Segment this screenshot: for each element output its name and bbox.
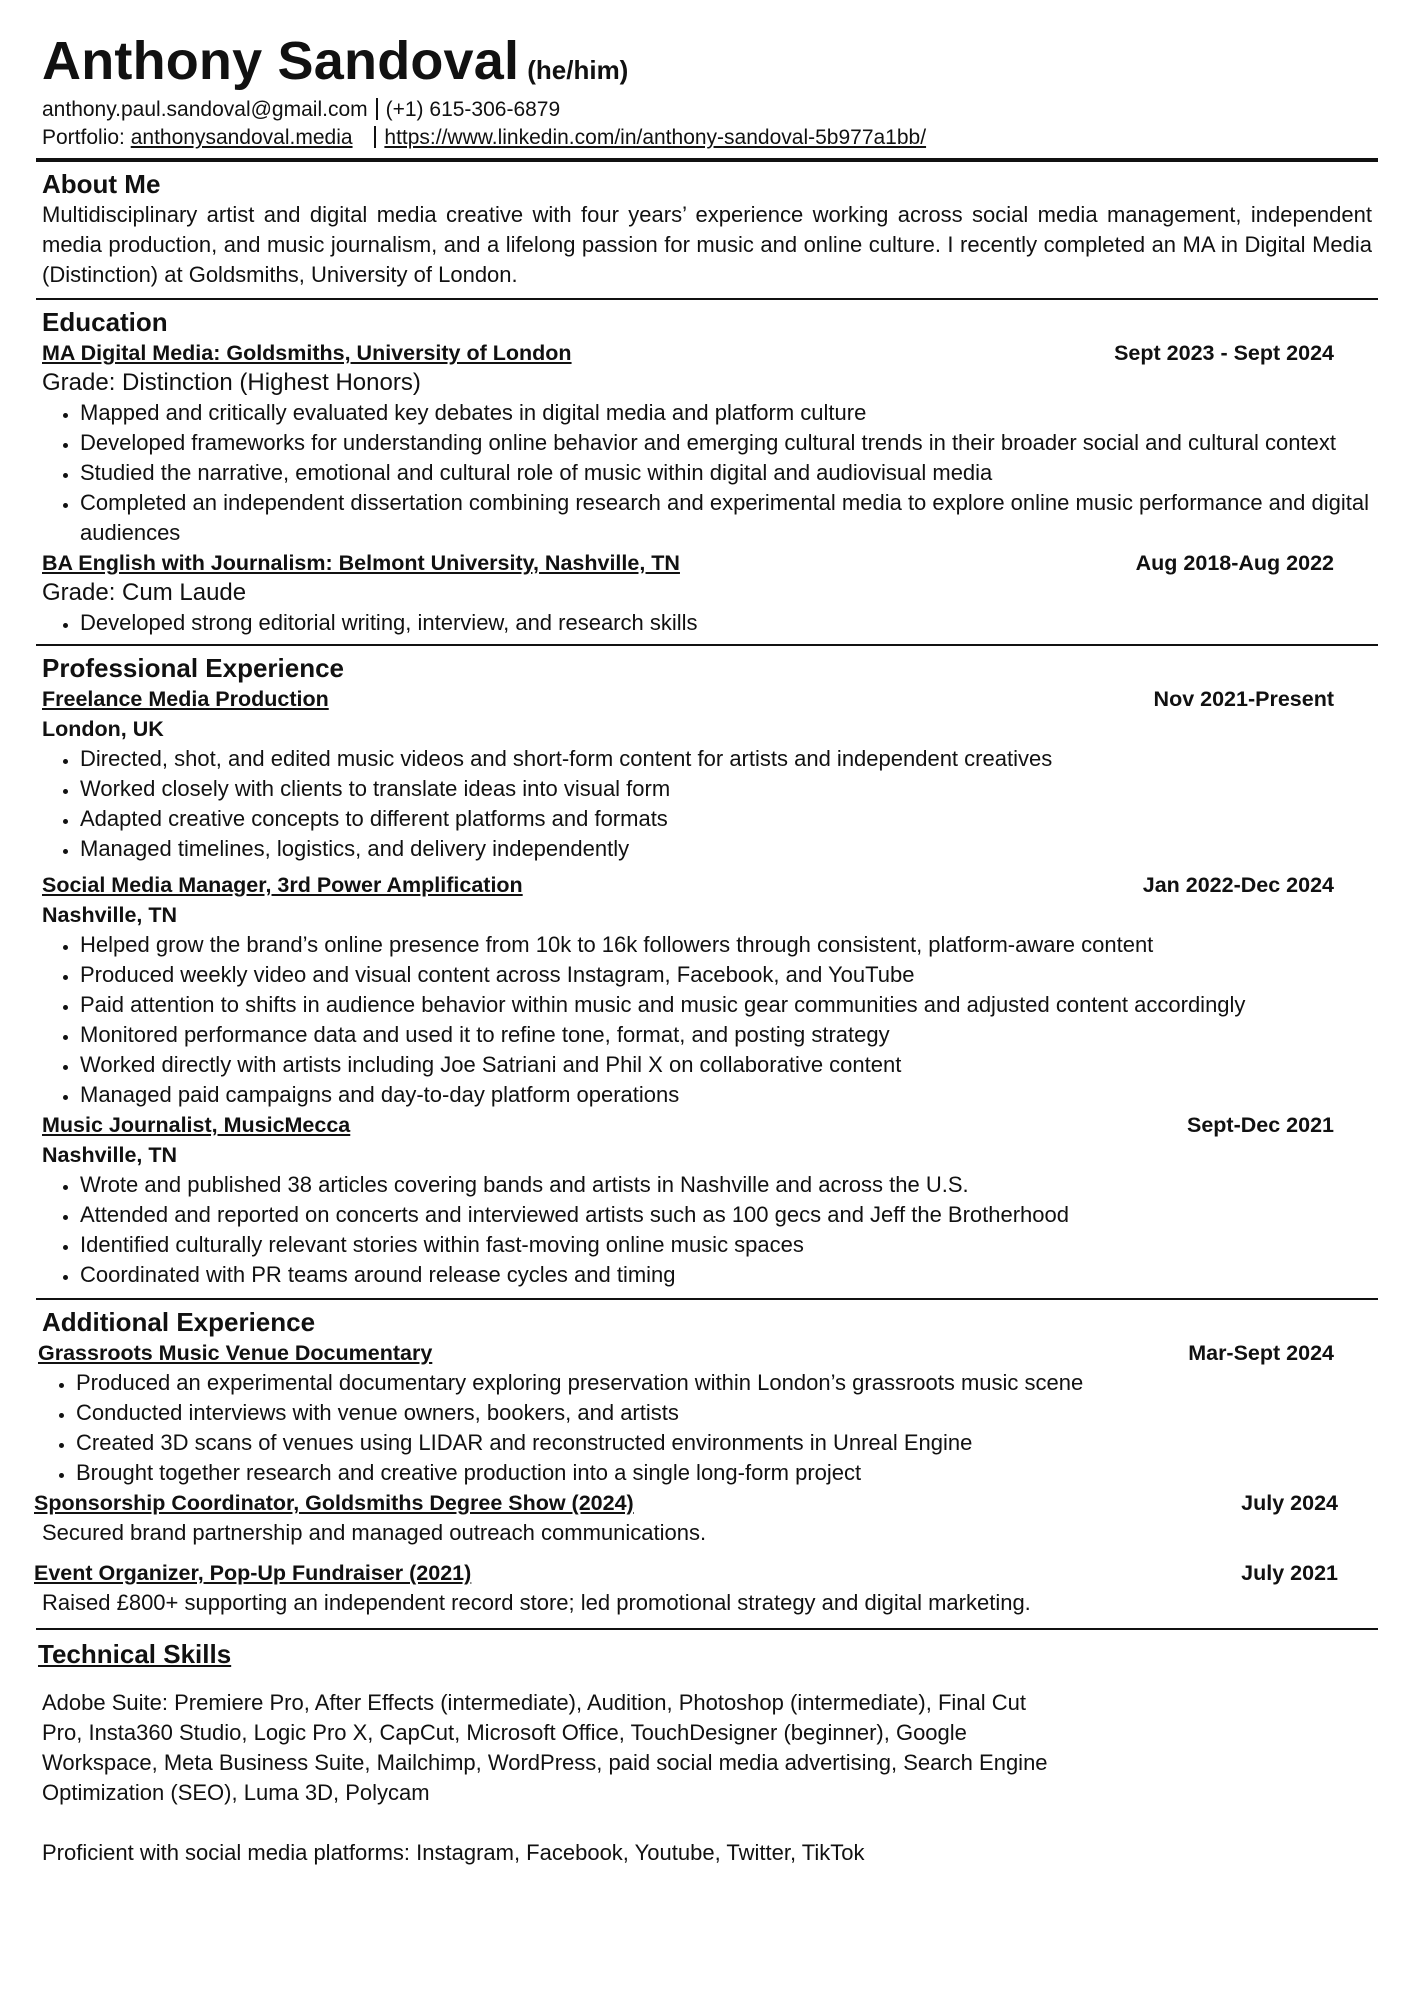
list-item: • Completed an independent dissertation combining research and experimental media to explore online music performance and digital audiences xyxy=(80,488,1372,548)
entry-title: Sponsorship Coordinator, Goldsmiths Degree Show (2024) xyxy=(34,1491,634,1515)
job-entry-head xyxy=(42,870,1372,900)
entry-title: BA English with Journalism: Belmont University, Nashville, TN xyxy=(42,551,680,575)
list-item: • Developed frameworks for understanding online behavior and emerging cultural trends in their broader social and cultural context xyxy=(80,428,1372,458)
bullet-list xyxy=(42,608,1372,638)
section-rule xyxy=(36,644,1378,646)
entry-description: Secured brand partnership and managed outreach communications. xyxy=(42,1520,707,1545)
entry-date: Sept 2023 - Sept 2024 xyxy=(1114,341,1334,365)
skills-platforms: Proficient with social media platforms: Instagram, Facebook, Youtube, Twitter, TikTok xyxy=(42,1840,865,1865)
bullet-list xyxy=(42,744,1372,864)
list-item: • Paid attention to shifts in audience behavior within music and music gear communities and adjusted content accordingly xyxy=(80,990,1372,1020)
entry-title: Freelance Media Production xyxy=(42,687,329,711)
list-item: • Managed timelines, logistics, and delivery independently xyxy=(80,834,1372,864)
professional-heading: Professional Experience xyxy=(42,653,345,683)
entry-date: July 2024 xyxy=(1241,1491,1338,1515)
education-heading: Education xyxy=(42,307,168,337)
entry-description: Raised £800+ supporting an independent record store; led promotional strategy and digital marketing. xyxy=(42,1590,1031,1615)
list-item: • Identified culturally relevant stories within fast-moving online music spaces xyxy=(80,1230,1372,1260)
additional-entry-head xyxy=(38,1338,1372,1368)
additional-heading: Additional Experience xyxy=(42,1307,316,1337)
list-item: • Mapped and critically evaluated key debates in digital media and platform culture xyxy=(80,398,1372,428)
entry-title: Event Organizer, Pop-Up Fundraiser (2021) xyxy=(34,1561,472,1585)
list-item: • Worked directly with artists including Joe Satriani and Phil X on collaborative content xyxy=(80,1050,1372,1080)
additional-entry-head xyxy=(34,1558,1372,1588)
job-location: Nashville, TN xyxy=(42,903,178,927)
pronouns: (he/him) xyxy=(527,55,629,85)
entry-date: July 2021 xyxy=(1241,1561,1338,1585)
entry-title: MA Digital Media: Goldsmiths, University of London xyxy=(42,341,572,365)
section-rule xyxy=(36,1298,1378,1300)
name-row xyxy=(42,0,1372,92)
portfolio-link[interactable]: anthonysandoval.media xyxy=(130,126,353,149)
section-rule xyxy=(36,1628,1378,1630)
bullet-list xyxy=(42,1368,1372,1488)
list-item: • Studied the narrative, emotional and cultural role of music within digital and audiovisual media xyxy=(80,458,1372,488)
section-rule xyxy=(36,298,1378,300)
list-item: • Attended and reported on concerts and interviewed artists such as 100 gecs and Jeff the Brotherhood xyxy=(80,1200,1372,1230)
grade: Grade: Distinction (Highest Honors) xyxy=(42,369,421,396)
email[interactable]: anthony.paul.sandoval@gmail.com xyxy=(42,98,368,121)
list-item: • Produced weekly video and visual content across Instagram, Facebook, and YouTube xyxy=(80,960,1372,990)
education-entry-head xyxy=(42,338,1372,368)
entry-title: Grassroots Music Venue Documentary xyxy=(38,1341,433,1365)
header-rule xyxy=(36,158,1378,162)
list-item: • Directed, shot, and edited music videos and short-form content for artists and independent creatives xyxy=(80,744,1372,774)
list-item: • Adapted creative concepts to different platforms and formats xyxy=(80,804,1372,834)
list-item: • Conducted interviews with venue owners, bookers, and artists xyxy=(76,1398,1372,1428)
contact-line-2 xyxy=(42,124,1372,152)
list-item: • Developed strong editorial writing, interview, and research skills xyxy=(80,608,1372,638)
divider xyxy=(374,126,376,148)
candidate-name: Anthony Sandoval xyxy=(42,31,520,91)
grade: Grade: Cum Laude xyxy=(42,579,247,606)
entry-date: Aug 2018-Aug 2022 xyxy=(1135,551,1334,575)
job-location: London, UK xyxy=(42,717,164,741)
list-item: • Wrote and published 38 articles covering bands and artists in Nashville and across the U.S. xyxy=(80,1170,1372,1200)
list-item: • Worked closely with clients to translate ideas into visual form xyxy=(80,774,1372,804)
entry-date: Sept-Dec 2021 xyxy=(1187,1113,1334,1137)
list-item: • Coordinated with PR teams around release cycles and timing xyxy=(80,1260,1372,1290)
list-item: • Managed paid campaigns and day-to-day platform operations xyxy=(80,1080,1372,1110)
about-text: Multidisciplinary artist and digital media creative with four years’ experience working across social media management, independent media production, and music journalism, and a lifelong passion for music and online culture. I recently completed an MA in Digital Media (Distinction) at Goldsmiths, University of London. xyxy=(42,202,1372,287)
entry-title: Social Media Manager, 3rd Power Amplification xyxy=(42,873,523,897)
list-item: • Created 3D scans of venues using LIDAR and reconstructed environments in Unreal Engine xyxy=(76,1428,1372,1458)
about-heading: About Me xyxy=(42,169,161,199)
additional-entry-head xyxy=(34,1488,1372,1518)
contact-line-1 xyxy=(42,96,1372,124)
bullet-list xyxy=(42,930,1372,1110)
entry-date: Mar-Sept 2024 xyxy=(1188,1341,1334,1365)
skills-software: Adobe Suite: Premiere Pro, After Effects (intermediate), Audition, Photoshop (intermediate), Final Cut Pro, Insta360 Studio, Logic Pro X, CapCut, Microsoft Office, TouchDesigner (beginner), Google Workspace, Meta Business Suite, Mailchimp, WordPress, paid social media advertising, Search Engine Optimization (SEO), Luma 3D, Polycam xyxy=(42,1690,1048,1805)
entry-date: Nov 2021-Present xyxy=(1153,687,1334,711)
divider xyxy=(376,98,378,120)
entry-date: Jan 2022-Dec 2024 xyxy=(1142,873,1334,897)
entry-title: Music Journalist, MusicMecca xyxy=(42,1113,351,1137)
list-item: • Helped grow the brand’s online presence from 10k to 16k followers through consistent, platform-aware content xyxy=(80,930,1372,960)
portfolio-label: Portfolio: xyxy=(42,126,125,149)
job-entry-head xyxy=(42,684,1372,714)
skills-heading: Technical Skills xyxy=(38,1639,232,1669)
bullet-list xyxy=(42,1170,1372,1290)
phone: (+1) 615-306-6879 xyxy=(385,98,561,121)
list-item: • Monitored performance data and used it to refine tone, format, and posting strategy xyxy=(80,1020,1372,1050)
job-location: Nashville, TN xyxy=(42,1143,178,1167)
education-entry-head xyxy=(42,548,1372,578)
list-item: • Brought together research and creative production into a single long-form project xyxy=(76,1458,1372,1488)
list-item: • Produced an experimental documentary exploring preservation within London’s grassroots music scene xyxy=(76,1368,1372,1398)
job-entry-head xyxy=(42,1110,1372,1140)
linkedin-link[interactable]: https://www.linkedin.com/in/anthony-sandoval-5b977a1bb/ xyxy=(384,126,927,149)
bullet-list xyxy=(42,398,1372,548)
